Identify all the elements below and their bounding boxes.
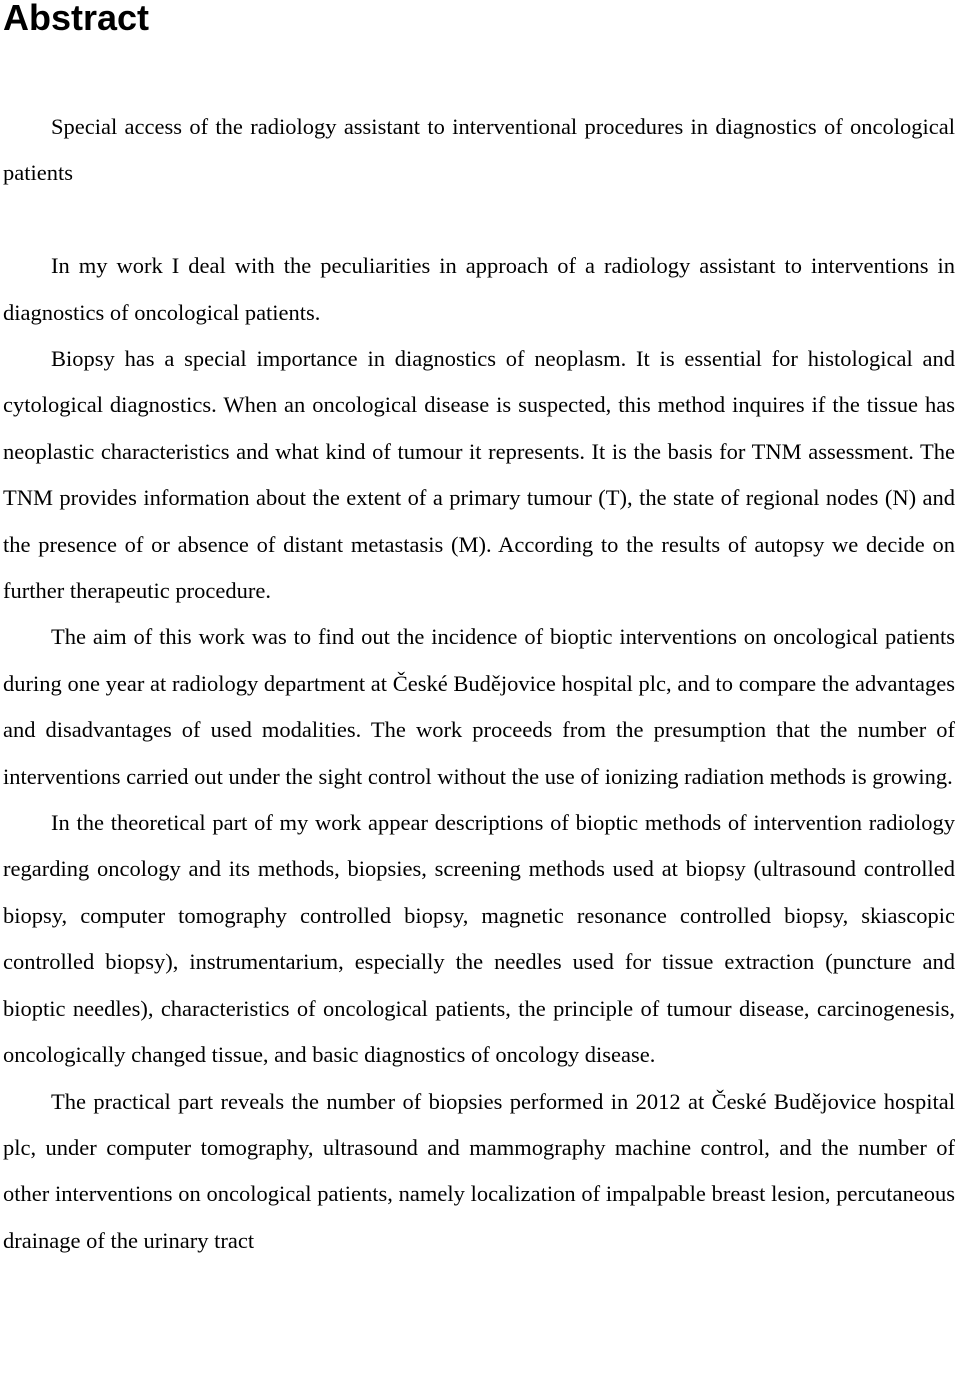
blank-line (3, 197, 955, 243)
paragraph-biopsy: Biopsy has a special importance in diagnostics of neoplasm. It is essential for histological and cytological diagnostics. When an oncological disease is suspected, this method inquires if the tissue has neoplastic characteristics and what kind of tumour it represents. It is the basis for TNM assessment. The TNM provides information about the extent of a primary tumour (T), the state of regional nodes (N) and the presence of or absence of distant metastasis (M). According to the results of autopsy we decide on further therapeutic procedure. (3, 346, 955, 604)
abstract-body (3, 104, 955, 1264)
paragraph-intro: In my work I deal with the peculiarities in approach of a radiology assistant to interventions in diagnostics of oncological patients. (3, 253, 955, 325)
paragraph-aim: The aim of this work was to find out the incidence of bioptic interventions on oncological patients during one year at radiology department at České Budějovice hospital plc, and to compare the advantages and disadvantages of used modalities. The work proceeds from the presumption that the number of interventions carried out under the sight control without the use of ionizing radiation methods is growing. (3, 624, 955, 789)
thesis-title: Special access of the radiology assistant to interventional procedures in diagnostics of oncological patients (3, 114, 955, 186)
page-title: Abstract (3, 0, 150, 38)
paragraph-theoretical: In the theoretical part of my work appear descriptions of bioptic methods of intervention radiology regarding oncology and its methods, biopsies, screening methods used at biopsy (ultrasound controlled biopsy, computer tomography controlled biopsy, magnetic resonance controlled biopsy, skiascopic controlled biopsy), instrumentarium, especially the needles used for tissue extraction (puncture and bioptic needles), characteristics of oncological patients, the principle of tumour disease, carcinogenesis, oncologically changed tissue, and basic diagnostics of oncology disease. (3, 810, 955, 1068)
paragraph-practical: The practical part reveals the number of biopsies performed in 2012 at České Budějovice hospital plc, under computer tomography, ultrasound and mammography machine control, and the number of other interventions on oncological patients, namely localization of impalpable breast lesion, percutaneous drainage of the urinary tract (3, 1088, 955, 1253)
